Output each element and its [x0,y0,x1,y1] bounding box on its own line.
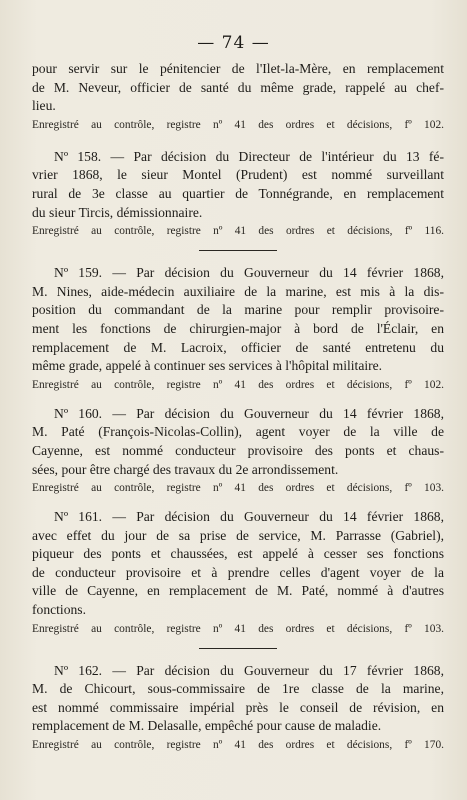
entry-line: rural de 3e classe au quartier de Tonnégrande, en remplacement [32,185,444,201]
registration-note: Enregistré au contrôle, registre nº 41 des ordres et décisions, fº 102. [32,378,444,391]
entry-line: Nº 159. — Par décision du Gouverneur du 14 février 1868, [54,265,444,281]
entry-line: avec effet du jour de sa prise de service, M. Parrasse (Gabriel), [32,527,444,543]
entry-line: M. Paté (François-Nicolas-Collin), agent voyer de la ville de [32,424,444,440]
entry-line: Nº 160. — Par décision du Gouverneur du 14 février 1868, [54,405,444,421]
entry-line: même grade, appelé à continuer ses services à l'hôpital militaire. [32,358,383,374]
entry-line: ville de Cayenne, en remplacement de M. Paté, nommé à d'autres [32,583,444,599]
entry-line: de M. Neveur, officier de santé du même grade, rappelé au chef- [32,79,444,95]
entry-162 [32,662,444,754]
entry-line: M. de Chicourt, sous-commissaire de 1re classe de la marine, [32,681,444,697]
entry-160 [32,405,444,497]
entry-line: position du commandant de la marine pour remplir provisoire- [32,302,444,318]
page-number: — 74 — [197,33,270,53]
entry-line: lieu. [32,98,56,114]
registration-note: Enregistré au contrôle, registre nº 41 des ordres et décisions, fº 102. [32,118,444,131]
entry-line: Nº 158. — Par décision du Directeur de l'intérieur du 13 fé- [54,148,444,164]
entry-line: fonctions. [32,602,86,618]
entry-line: remplacement de M. Delasalle, empêché pour cause de maladie. [32,718,382,734]
entry-line: du sieur Tircis, démissionnaire. [32,204,203,220]
entry-line: sées, pour être chargé des travaux du 2e arrondissement. [32,461,339,477]
entry-line: Nº 161. — Par décision du Gouverneur du 14 février 1868, [54,509,444,525]
entry-161 [32,508,444,638]
entry-line: piqueur des ponts et chaussées, est appelé à cesser ses fonctions [32,546,444,562]
entry-159 [32,264,444,394]
entry-line: de conducteur provisoire et à prendre celles d'agent voyer de la [32,564,444,580]
section-divider [199,250,277,251]
registration-note: Enregistré au contrôle, registre nº 41 des ordres et décisions, fº 103. [32,482,444,495]
entry-line: Cayenne, est nommé conducteur provisoire des ponts et chaus- [32,442,444,458]
entry-line: remplacement de M. Lacroix, officier de santé entretenu du [32,339,444,355]
registration-note: Enregistré au contrôle, registre nº 41 des ordres et décisions, fº 170. [32,739,444,752]
entry-line: est nommé commissaire impérial près le conseil de révision, en [32,699,444,715]
section-divider [199,648,277,649]
entry-158 [32,148,444,240]
page-content [32,60,444,754]
entry-line: pour servir sur le pénitencier de l'Ilet-la-Mère, en remplacement [32,61,444,76]
entry-line: ment les fonctions de chirurgien-major à bord de l'Éclair, en [32,320,444,336]
entry-line: vrier 1868, le sieur Montel (Prudent) est nommé surveillant [32,167,444,183]
entry-line: Nº 162. — Par décision du Gouverneur du 17 février 1868, [54,662,444,678]
entry-continuation [32,60,444,134]
entry-line: M. Nines, aide-médecin auxiliaire de la marine, est mis à la dis- [32,283,444,299]
registration-note: Enregistré au contrôle, registre nº 41 des ordres et décisions, fº 116. [32,225,444,238]
registration-note: Enregistré au contrôle, registre nº 41 des ordres et décisions, fº 103. [32,622,444,635]
